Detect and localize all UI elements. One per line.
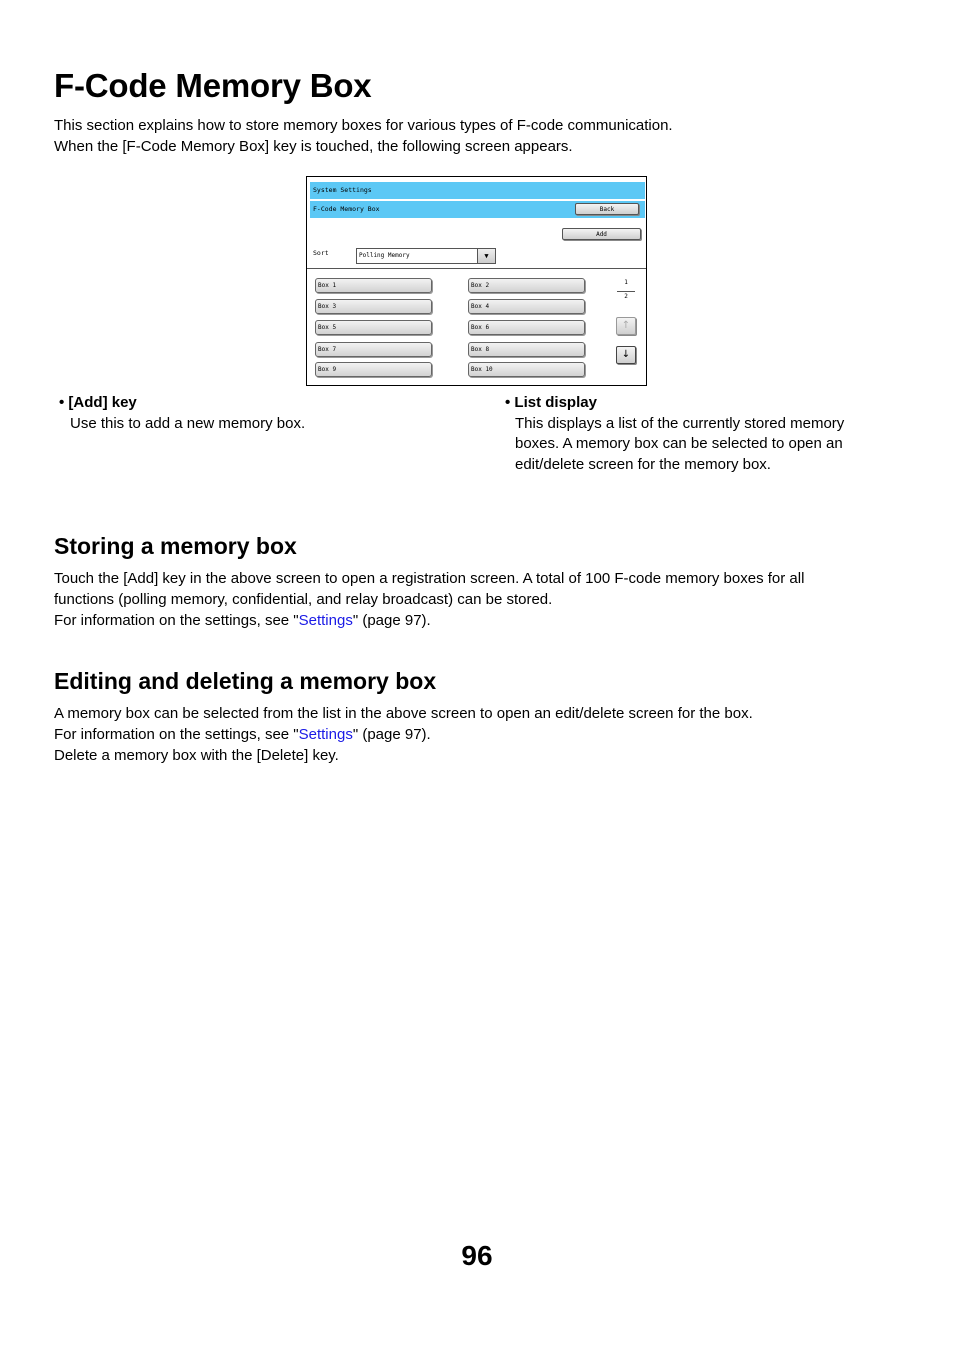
page-current: 1 [624, 279, 628, 286]
settings-link[interactable]: Settings [298, 726, 353, 743]
editing-reference [54, 724, 884, 745]
intro-line-2: When the [F-Code Memory Box] key is touched, the following screen appears. [54, 138, 573, 155]
list-item-box-1[interactable]: Box 1 [315, 278, 432, 293]
back-button[interactable]: Back [575, 203, 639, 215]
reference-suffix: " (page 97). [352, 726, 431, 743]
fcode-memory-box-screen [306, 176, 647, 386]
settings-link[interactable]: Settings [298, 612, 353, 629]
editing-line-1: A memory box can be selected from the list in the above screen to open an edit/delete screen for the box. [54, 705, 753, 722]
system-settings-bar: System Settings [310, 182, 645, 199]
list-item-box-10[interactable]: Box 10 [468, 362, 585, 377]
sort-label: Sort [313, 249, 329, 257]
page-divider [617, 291, 635, 292]
page-title: F-Code Memory Box [54, 67, 372, 104]
storing-reference [54, 610, 884, 631]
arrow-down-icon[interactable]: ↓ [616, 346, 636, 364]
reference-prefix: For information on the settings, see " [54, 612, 299, 629]
list-item-box-6[interactable]: Box 6 [468, 320, 585, 335]
arrow-up-icon[interactable]: ↑ [616, 317, 636, 335]
page-total: 2 [624, 293, 628, 300]
list-item-box-7[interactable]: Box 7 [315, 342, 432, 357]
reference-prefix: For information on the settings, see " [54, 726, 299, 743]
list-display-line-3: edit/delete screen for the memory box. [515, 456, 771, 473]
add-button[interactable]: Add [562, 228, 641, 240]
add-key-text: Use this to add a new memory box. [70, 415, 306, 432]
sort-select[interactable] [356, 248, 496, 264]
list-item-box-2[interactable]: Box 2 [468, 278, 585, 293]
list-item-box-8[interactable]: Box 8 [468, 342, 585, 357]
editing-line-3: Delete a memory box with the [Delete] key. [54, 747, 339, 764]
storing-line-2: functions (polling memory, confidential, and relay broadcast) can be stored. [54, 591, 553, 608]
list-display-line-2: boxes. A memory box can be selected to open an [515, 435, 843, 452]
intro-line-1: This section explains how to store memory boxes for various types of F-code communication. [54, 117, 673, 134]
list-item-box-3[interactable]: Box 3 [315, 299, 432, 314]
list-item-box-5[interactable]: Box 5 [315, 320, 432, 335]
screen-title: F-Code Memory Box [313, 205, 380, 213]
editing-heading: Editing and deleting a memory box [54, 668, 437, 694]
page-number: 96 [461, 1240, 493, 1271]
storing-heading: Storing a memory box [54, 533, 297, 559]
reference-suffix: " (page 97). [352, 612, 431, 629]
storing-line-1: Touch the [Add] key in the above screen to open a registration screen. A total of 100 F-code memory boxes for all [54, 570, 805, 587]
list-item-box-9[interactable]: Box 9 [315, 362, 432, 377]
list-display-heading: • List display [505, 394, 597, 411]
add-key-heading: • [Add] key [59, 394, 137, 411]
chevron-down-icon[interactable]: ▼ [477, 249, 495, 263]
list-display-line-1: This displays a list of the currently stored memory [515, 415, 845, 432]
sort-value: Polling Memory [359, 252, 410, 259]
list-item-box-4[interactable]: Box 4 [468, 299, 585, 314]
divider [307, 268, 646, 269]
